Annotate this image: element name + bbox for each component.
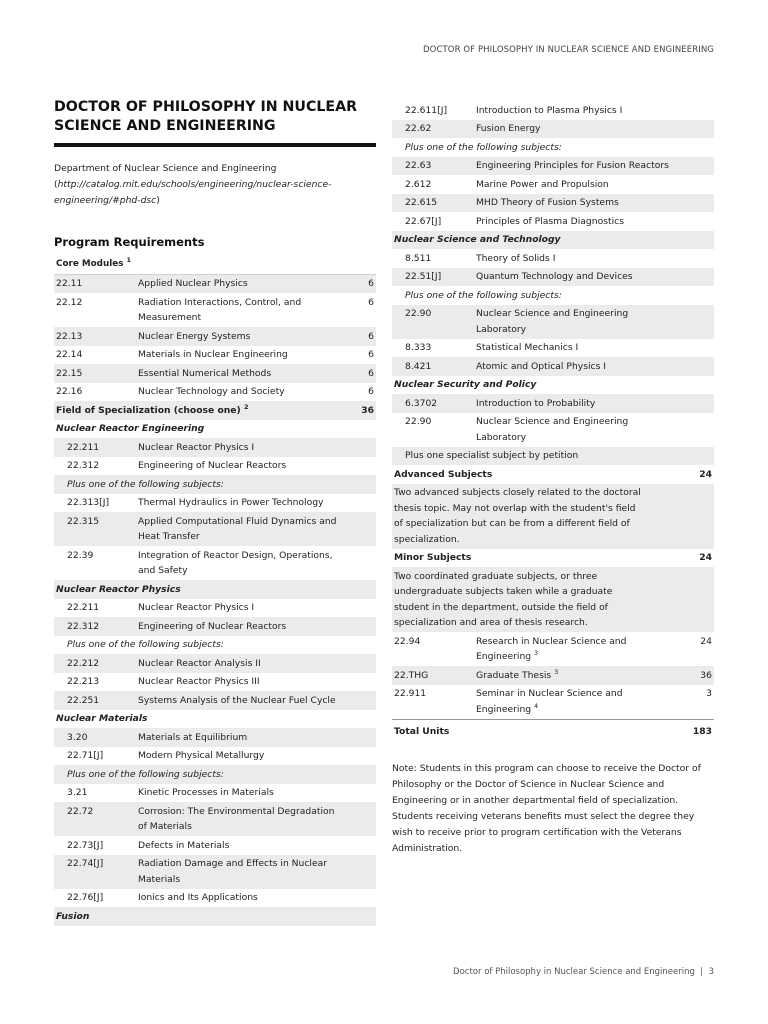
course-code: 22.51[J] xyxy=(392,268,474,287)
course-title: Engineering of Nuclear Reactors xyxy=(136,617,342,636)
intro-text: Department of Nuclear Science and Engineering ( xyxy=(54,163,277,190)
advanced-label: Advanced Subjects xyxy=(394,468,493,480)
table-row xyxy=(54,728,376,747)
course-units: 36 xyxy=(680,666,714,685)
course-title: Applied Nuclear Physics xyxy=(136,274,342,293)
course-title: Defects in Materials xyxy=(138,839,230,851)
section-label: Nuclear Science and Technology xyxy=(392,231,714,250)
course-code: 22.313[J] xyxy=(67,497,110,508)
table-row xyxy=(54,855,376,889)
course-code: 22.39 xyxy=(67,549,94,561)
course-units: 6 xyxy=(368,296,374,308)
page-footer xyxy=(453,967,714,977)
course-title: Corrosion: The Environmental Degradation of Materials xyxy=(136,802,342,836)
nst-header xyxy=(392,231,714,250)
table-row xyxy=(54,889,376,908)
course-code: 22.71[J] xyxy=(67,750,104,761)
course-title: Radiation Interactions, Control, and Measurement xyxy=(138,296,302,323)
course-title: Seminar in Nuclear Science and Engineering xyxy=(476,688,623,715)
course-code: 22.11 xyxy=(54,274,136,293)
course-code: 22.16 xyxy=(56,386,83,397)
course-title: Ionics and Its Applications xyxy=(138,892,258,903)
course-code: 22.90 xyxy=(405,416,432,427)
page-number: 3 xyxy=(708,967,714,977)
course-title: Introduction to Plasma Physics I xyxy=(476,104,623,116)
course-code: 22.213 xyxy=(67,676,100,687)
course-units: 3 xyxy=(706,688,712,699)
page-title: DOCTOR OF PHILOSOPHY IN NUCLEAR SCIENCE AND ENGINEERING xyxy=(54,98,376,147)
course-code: 22.73[J] xyxy=(67,839,104,851)
course-units: 24 xyxy=(700,635,712,647)
nsp-header xyxy=(392,376,714,395)
course-code: 22.THG xyxy=(392,666,474,685)
course-code: 8.511 xyxy=(405,252,432,264)
footnote-marker: 4 xyxy=(534,701,539,710)
total-row xyxy=(392,719,714,743)
footnote-marker: 2 xyxy=(243,402,249,411)
course-title: Systems Analysis of the Nuclear Fuel Cycle xyxy=(136,691,342,710)
intro-paragraph xyxy=(54,161,376,209)
course-code: 22.12 xyxy=(56,296,83,308)
field-spec-header xyxy=(54,401,376,420)
field-spec-label: Field of Specialization (choose one) xyxy=(56,404,241,416)
table-row xyxy=(54,494,376,513)
course-title: Materials in Nuclear Engineering xyxy=(138,349,288,360)
total-label: Total Units xyxy=(392,719,680,743)
program-requirements-heading: Program Requirements xyxy=(54,235,205,249)
footer-title: Doctor of Philosophy in Nuclear Science and Engineering xyxy=(453,967,695,977)
course-code: 22.13 xyxy=(54,327,136,346)
table-row xyxy=(54,457,376,476)
petition-row xyxy=(392,447,714,466)
course-code: 22.312 xyxy=(54,617,136,636)
plus-one-label: Plus one of the following subjects: xyxy=(54,475,376,494)
table-row xyxy=(54,654,376,673)
course-code: 22.15 xyxy=(54,364,136,383)
course-title: Essential Numerical Methods xyxy=(136,364,342,383)
course-title: Atomic and Optical Physics I xyxy=(474,357,680,376)
table-row xyxy=(392,632,714,666)
course-units: 6 xyxy=(368,386,374,397)
field-spec-units: 36 xyxy=(342,401,376,420)
course-code: 22.76[J] xyxy=(67,892,104,903)
course-title: Applied Computational Fluid Dynamics and Heat Transfer xyxy=(136,512,342,546)
table-row xyxy=(54,836,376,855)
course-code: 22.211 xyxy=(67,602,100,613)
table-row xyxy=(54,346,376,365)
petition-text: Plus one specialist subject by petition xyxy=(392,447,714,466)
course-title: Materials at Equilibrium xyxy=(136,728,342,747)
advanced-header xyxy=(392,465,714,484)
table-row xyxy=(54,784,376,803)
course-code: 22.212 xyxy=(54,654,136,673)
nm-header xyxy=(54,710,376,729)
course-units: 6 xyxy=(342,274,376,293)
course-code: 22.615 xyxy=(392,194,474,213)
course-title: Nuclear Science and Engineering Laboratory xyxy=(476,416,629,443)
table-row xyxy=(54,383,376,402)
plus-one-row xyxy=(392,286,714,305)
table-row xyxy=(392,120,714,139)
table-row xyxy=(54,617,376,636)
core-modules-header xyxy=(54,255,376,274)
advanced-desc-row xyxy=(392,484,714,549)
table-row xyxy=(54,691,376,710)
section-label: Nuclear Materials xyxy=(56,713,148,724)
table-row xyxy=(392,685,714,720)
course-units: 6 xyxy=(368,349,374,360)
course-title: Nuclear Technology and Society xyxy=(138,386,285,397)
course-title: Modern Physical Metallurgy xyxy=(138,750,265,761)
nrp-header xyxy=(54,580,376,599)
course-code: 22.315 xyxy=(54,512,136,546)
course-code: 22.74[J] xyxy=(54,855,136,889)
course-title: Integration of Reactor Design, Operations, and Safety xyxy=(138,549,333,576)
plus-one-row xyxy=(54,765,376,784)
course-title: Thermal Hydraulics in Power Technology xyxy=(138,497,324,508)
table-row xyxy=(392,339,714,358)
minor-desc: Two coordinated graduate subjects, or three undergraduate subjects taken while a graduate student in the department, outside the field of specialization and area of thesis research. xyxy=(392,567,714,632)
course-title: Nuclear Reactor Physics I xyxy=(138,602,255,613)
table-row xyxy=(392,212,714,231)
course-title: Nuclear Reactor Physics I xyxy=(136,438,342,457)
table-row xyxy=(392,157,714,176)
course-title: MHD Theory of Fusion Systems xyxy=(474,194,680,213)
course-code: 8.333 xyxy=(405,342,432,353)
plus-one-label: Plus one of the following subjects: xyxy=(405,289,562,301)
plus-one-label: Plus one of the following subjects: xyxy=(67,639,224,650)
table-row xyxy=(54,512,376,546)
course-code: 22.251 xyxy=(54,691,136,710)
course-code: 6.3702 xyxy=(392,394,474,413)
table-row xyxy=(392,175,714,194)
table-row xyxy=(392,666,714,685)
course-code: 22.72 xyxy=(54,802,136,836)
course-code: 22.67[J] xyxy=(405,215,442,227)
table-row xyxy=(392,394,714,413)
section-label: Nuclear Security and Policy xyxy=(394,379,537,390)
table-row xyxy=(392,101,714,120)
plus-one-row xyxy=(54,636,376,655)
course-units: 6 xyxy=(342,327,376,346)
course-title: Engineering of Nuclear Reactors xyxy=(138,460,287,471)
advanced-desc: Two advanced subjects closely related to the doctoral thesis topic. May not overlap with the student's field of specialization but can be from a different field of specialization. xyxy=(392,484,714,549)
course-title: Principles of Plasma Diagnostics xyxy=(476,215,624,227)
section-label: Nuclear Reactor Physics xyxy=(54,580,376,599)
table-row xyxy=(54,546,376,580)
course-title: Marine Power and Propulsion xyxy=(476,178,609,190)
section-label: Fusion xyxy=(54,907,376,926)
course-code: 8.421 xyxy=(392,357,474,376)
table-row xyxy=(392,268,714,287)
catalog-link[interactable]: http://catalog.mit.edu/schools/engineering/nuclear-science-engineering/#phd-dsc xyxy=(54,179,332,206)
table-row xyxy=(54,274,376,293)
course-units: 6 xyxy=(342,364,376,383)
table-row xyxy=(54,599,376,618)
course-code: 22.62 xyxy=(392,120,474,139)
advanced-units: 24 xyxy=(699,468,712,480)
table-row xyxy=(54,438,376,457)
footnote-marker: 1 xyxy=(126,255,132,264)
table-row xyxy=(54,364,376,383)
table-row xyxy=(54,802,376,836)
running-head: DOCTOR OF PHILOSOPHY IN NUCLEAR SCIENCE AND ENGINEERING xyxy=(423,45,714,55)
core-modules-label: Core Modules xyxy=(56,258,124,269)
nre-header xyxy=(54,420,376,439)
course-title: Theory of Solids I xyxy=(476,252,556,264)
course-code: 22.312 xyxy=(67,460,100,471)
plus-one-label: Plus one of the following subjects: xyxy=(405,141,562,153)
course-title: Fusion Energy xyxy=(474,120,680,139)
course-code: 3.20 xyxy=(54,728,136,747)
course-title: Nuclear Energy Systems xyxy=(136,327,342,346)
course-title: Nuclear Reactor Physics III xyxy=(138,676,260,687)
footnote-marker: 3 xyxy=(554,667,559,676)
intro-close: ) xyxy=(156,195,160,206)
course-code: 22.611[J] xyxy=(405,104,448,116)
table-row xyxy=(54,293,376,327)
course-title: Kinetic Processes in Materials xyxy=(138,787,274,798)
right-column xyxy=(392,101,714,857)
minor-header xyxy=(392,549,714,568)
section-label: Nuclear Reactor Engineering xyxy=(56,423,205,434)
course-code: 22.90 xyxy=(392,305,474,339)
requirements-table-left xyxy=(54,255,376,926)
plus-one-row xyxy=(392,138,714,157)
table-row xyxy=(392,194,714,213)
course-title: Radiation Damage and Effects in Nuclear Materials xyxy=(136,855,342,889)
course-code: 22.911 xyxy=(394,688,427,699)
course-title: Research in Nuclear Science and Engineering xyxy=(476,635,627,662)
requirements-table-right xyxy=(392,101,714,743)
table-row xyxy=(54,747,376,766)
table-row xyxy=(392,249,714,268)
course-title: Quantum Technology and Devices xyxy=(474,268,680,287)
table-row xyxy=(392,413,714,447)
course-title: Nuclear Reactor Analysis II xyxy=(136,654,342,673)
course-title: Statistical Mechanics I xyxy=(476,342,579,353)
course-code: 22.14 xyxy=(56,349,83,360)
minor-units: 24 xyxy=(699,552,712,563)
course-code: 22.63 xyxy=(392,157,474,176)
course-title: Nuclear Science and Engineering Laboratory xyxy=(474,305,680,339)
note-paragraph: Note: Students in this program can choose to receive the Doctor of Philosophy or the Doctor of Science in Nuclear Science and Engineering or in another departmental field of specialization. Students receiving veterans benefits must select the degree they wish to receive prior to program certification with the Veterans Administration. xyxy=(392,763,701,854)
total-units: 183 xyxy=(680,719,714,743)
minor-label: Minor Subjects xyxy=(394,552,472,563)
footnote-marker: 3 xyxy=(534,648,539,657)
course-code: 3.21 xyxy=(67,787,88,798)
left-column xyxy=(54,98,376,926)
footer-separator: | xyxy=(700,967,704,977)
minor-desc-row xyxy=(392,567,714,632)
course-title: Engineering Principles for Fusion Reactors xyxy=(474,157,680,176)
table-row xyxy=(54,673,376,692)
course-title: Graduate Thesis xyxy=(476,669,552,681)
course-title: Introduction to Probability xyxy=(474,394,680,413)
plus-one-label: Plus one of the following subjects: xyxy=(54,765,376,784)
fusion-header xyxy=(54,907,376,926)
table-row xyxy=(392,305,714,339)
table-row xyxy=(54,327,376,346)
course-code: 22.211 xyxy=(54,438,136,457)
plus-one-row xyxy=(54,475,376,494)
table-row xyxy=(392,357,714,376)
course-code: 22.94 xyxy=(394,635,421,647)
course-code: 2.612 xyxy=(405,178,432,190)
